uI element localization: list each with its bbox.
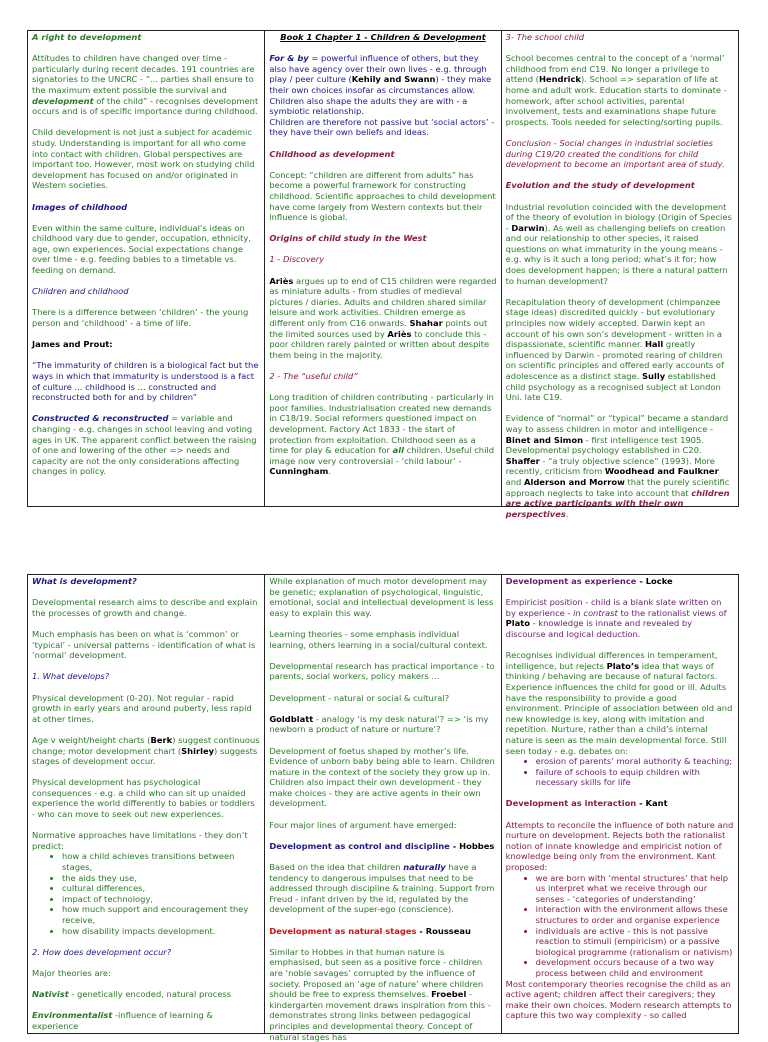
heading-evolution: Evolution and the study of development bbox=[505, 180, 695, 191]
paragraph-motor-development: While explanation of much motor development may be genetic; explanation of psychological, linguistic, emotional, social and intellectual development is less easy to explain this way. bbox=[269, 576, 494, 618]
heading-origins: Origins of child study in the West bbox=[269, 233, 427, 244]
list-item: • individuals are active - this is not passive reaction to stimuli (empiricism) or a passive biological programme (rationalism or nativism) bbox=[536, 926, 734, 958]
list-limitations bbox=[32, 851, 260, 936]
heading-children-and-childhood: Children and childhood bbox=[32, 286, 129, 297]
paragraph-images: Even within the same culture, individual’s ideas on childhood vary due to gender, occupation, ethnicity, age, own experiences. Social expectations change over time - e.g. feeding babies to a timetable vs. feeding on demand. bbox=[32, 222, 251, 276]
quote-james-prout: “The immaturity of children is a biological fact but the ways in which that immaturity is understood is a fact of culture ... childhood is ... constructed and reconstructed both for and by children” bbox=[32, 360, 259, 403]
heading-childhood-as-development: Childhood as development bbox=[269, 148, 395, 159]
paragraph-recapitulation: Recapitulation theory of development (chimpanzee stage ideas) discredited quickly - but evolutionary principles now widely accepted. Darwin kept an account of his own son’s development - written in a dispassionate, scientific manner. Hall greatly influenced by Darwin - promoted rearing of children on scientific principles and offered early accounts of adolescence as a distinct stage. Sully established child psychology as a recognised subject at London Uni. late C19. bbox=[505, 296, 724, 403]
page1-column-2 bbox=[264, 31, 500, 506]
heading-school-child: 3- The school child bbox=[505, 32, 585, 42]
paragraph-nativist: Nativist - genetically encoded, natural process bbox=[32, 989, 232, 1000]
list-item: • erosion of parents’ moral authority & teaching; bbox=[536, 756, 734, 767]
paragraph-evidence: Evidence of “normal” or “typical” became a standard way to assess children in motor and intelligence - Binet and Simon - first intelligence test 1905. Developmental psychology established in C20. Shaffer - “a truly objective science” (1993). More recently, criticism from Woodhead and Faulkner and Alderson and Morrow that the purely scientific approach neglects to take into account that children are active participants with their own perspectives. bbox=[505, 413, 730, 519]
paragraph-aries: Ariès argues up to end of C15 children were regarded as miniature adults - from studies of medieval pictures / diaries. Adults and children shared similar leisure and work activities. Children emerge as different only from C16 onwards. Shahar points out the limited sources used by Ariès to conclude this - poor children rarely painted or written about despite them being in the majority. bbox=[269, 275, 497, 360]
paragraph-constructed: Constructed & reconstructed = variable and changing - e.g. changes in school leaving and voting ages in UK. The apparent conflict between the raising of one and lowering of the other => needs and capacity are not the only considerations affecting changes in policy. bbox=[32, 413, 257, 477]
paragraph-goldblatt: Goldblatt - analogy ‘is my desk natural’? => ‘is my newborn a product of nature or nurture’? bbox=[269, 713, 489, 735]
list-item: • how a child achieves transitions between stages, bbox=[62, 851, 260, 872]
heading-experience: Development as experience - Locke bbox=[505, 576, 673, 586]
paragraph-hobbes: Based on the idea that children naturally have a tendency to dangerous impulses that need to be addressed through discipline & training. Support from Freud - infant driven by the id, regulated by the development of the super-ego (conscience). bbox=[269, 862, 495, 915]
notes-page-1 bbox=[27, 30, 739, 519]
heading-interaction: Development as interaction - Kant bbox=[505, 798, 668, 809]
page2-column-2 bbox=[264, 575, 500, 1042]
paragraph-for-and-by: For & by = powerful influence of others, but they also have agency over their own lives - e.g. through play / peer culture (Kehily and Swann) - they make their own choices insofar as circumstances allow. Children also shape the adults they are with - a symbiotic relationship. Children are therefore not passive but ‘social actors’ - they have their own beliefs and ideas. bbox=[269, 53, 495, 138]
list-item: • impact of technology, bbox=[62, 894, 260, 905]
paragraph-individual-differences: Recognises individual differences in temperament, intelligence, but rejects Plato’s idea that ways of thinking / behaving are because of natural factors. Experience influences the child for good or ill. Adults have the responsibility to provide a good environment. Principle of association between old and new knowledge is key, along with imitation and repetition. Nurture, rather than a child’s internal nature is seen as the main developmental force. Still seen today - e.g. debates on: bbox=[505, 650, 733, 756]
paragraph-academic-study: Child development is not just a subject for academic study. Understanding is important for all who come into contact with children. Global perspectives are important too. However, most work on studying child development has focused on and/or originated in Western societies. bbox=[32, 127, 255, 191]
list-item: • cultural differences, bbox=[62, 883, 260, 894]
paragraph-four-lines: Four major lines of argument have emerged: bbox=[269, 819, 457, 830]
list-item: • interaction with the environment allows these structures to order and organise experience bbox=[536, 904, 734, 925]
list-item: • how disability impacts development. bbox=[62, 926, 260, 937]
paragraph-research-aims: Developmental research aims to describe and explain the processes of growth and change. bbox=[32, 597, 258, 618]
paragraph-physical: Physical development (0-20). Not regular - rapid growth in early years and around puberty, less rapid at other times. bbox=[32, 692, 252, 724]
paragraph-natural-or-social: Development - natural or social & cultural? bbox=[269, 692, 450, 703]
page2-column-1 bbox=[28, 575, 264, 1033]
paragraph-conclusion: Conclusion - Social changes in industrial societies during C19/20 created the conditions for child development to become an important area of study. bbox=[505, 137, 725, 170]
paragraph-major-theories: Major theories are: bbox=[32, 967, 111, 978]
heading-discovery: 1 - Discovery bbox=[269, 254, 325, 265]
heading-control-discipline: Development as control and discipline - Hobbes bbox=[269, 840, 495, 851]
heading-images-of-childhood: Images of childhood bbox=[32, 201, 128, 212]
list-item: • development occurs because of a two way process between child and environment bbox=[536, 957, 734, 978]
list-debates bbox=[506, 756, 734, 788]
paragraph-rousseau: Similar to Hobbes in that human nature is emphasised, but seen as a positive force - children are ‘noble savages’ corrupted by the influence of society. Proposed an ‘age of nature’ where children should be free to express themselves. Froebel - kindergarten movement draws inspiration from this - demonstrates strong links between pedagogical principles and developmental theory. Concept of natural stages has bbox=[269, 946, 491, 1042]
heading-right-to-development: A right to development bbox=[32, 32, 142, 42]
list-item: • how much support and encouragement they receive, bbox=[62, 904, 260, 925]
paragraph-contemporary: Most contemporary theories recognise the child as an active agent; children affect their caregivers; they make their own choices. Modern research attempts to capture this two way complexity - so called bbox=[505, 978, 732, 1021]
heading-how-does-development-occur: 2. How does development occur? bbox=[32, 946, 172, 957]
paragraph-emphasis: Much emphasis has been on what is ‘common’ or ‘typical’ - universal patterns - identification of what is ‘normal’ development. bbox=[32, 628, 256, 661]
paragraph-useful-child: Long tradition of children contributing - particularly in poor families. Industrialisation created new demands in C18/19. Social reformers questioned impact on development. Factory Act 1833 - the start of protection from exploitation. Childhood seen as a time for play & education for all children. Useful child image now very controversial - ‘child labour’ - Cunningham. bbox=[269, 392, 495, 477]
page1-column-3 bbox=[501, 31, 738, 519]
paragraph-attitudes: Attitudes to children have changed over time - particularly during recent decades. 191 countries are signatories to the UNCRC - “... parties shall ensure to the maximum extent possible the survival and development of the child” - recognises development occurs and is of specific importance during childhood. bbox=[32, 53, 259, 117]
list-item: • we are born with ‘mental structures’ that help us interpret what we receive through our senses - ‘categories of understanding’ bbox=[536, 873, 734, 905]
list-kant bbox=[506, 873, 734, 979]
paragraph-empiricist: Empiricist position - child is a blank slate written on by experience - in contrast to the rationalist views of Plato - knowledge is innate and revealed by discourse and logical deduction. bbox=[505, 597, 727, 639]
paragraph-kant: Attempts to reconcile the influence of both nature and nurture on development. Rejects both the rationalist notion of innate knowledge and empiricist notion of knowledge being only from the environment. Kant proposed: bbox=[505, 819, 734, 873]
page1-column-1 bbox=[28, 31, 264, 506]
paragraph-foetus: Development of foetus shaped by mother’s life. Evidence of unborn baby being able to learn. Children mature in the context of the society they grow up in. Children also impact their own development - they make choices - they are active agents in their own development. bbox=[269, 745, 495, 809]
list-item: • failure of schools to equip children with necessary skills for life bbox=[536, 767, 734, 788]
label-james-and-prout: James and Prout: bbox=[32, 339, 113, 350]
paragraph-learning-theories: Learning theories - some emphasis individual learning, others learning in a social/cultural context. bbox=[269, 628, 488, 650]
paragraph-school: School becomes central to the concept of a ‘normal’ childhood from end C19. No longer a privilege to attend (Hendrick). School => separation of life at home and adult work. Education starts to dominate - homework, after school activities, parental involvement, tests and examinations shape future prospects. Tools needed for selecting/sorting pupils. bbox=[505, 53, 727, 127]
heading-natural-stages: Development as natural stages - Rousseau bbox=[269, 925, 472, 936]
notes-page-2 bbox=[27, 574, 739, 1042]
page-title: Book 1 Chapter 1 - Children & Development bbox=[280, 32, 486, 42]
paragraph-environmentalist: Environmentalist -influence of learning & experience bbox=[32, 1010, 213, 1031]
heading-what-is-development: What is development? bbox=[32, 576, 137, 586]
list-item: • the aids they use, bbox=[62, 873, 260, 884]
paragraph-evolution: Industrial revolution coincided with the development of the theory of evolution in biology (Origin of Species - Darwin). As well as challenging beliefs on creation and our relationship to other species, it raised questions on what immaturity in the young means - e.g. why is it such a long period; what’s it for; how does development happen; is there a natural pattern to human development? bbox=[505, 201, 732, 286]
page2-column-3 bbox=[501, 575, 738, 1033]
paragraph-psych-consequences: Physical development has psychological consequences - e.g. a child who can sit up unaided experience the world differently to babies or toddlers - who can move to seek out new experiences. bbox=[32, 777, 255, 820]
heading-what-develops: 1. What develops? bbox=[32, 671, 110, 682]
heading-useful-child: 2 - The “useful child” bbox=[269, 371, 358, 381]
paragraph-children-childhood: There is a difference between ‘children’ - the young person and ‘childhood’ - a time of life. bbox=[32, 307, 249, 329]
paragraph-practical-importance: Developmental research has practical importance - to parents, social workers, policy makers ... bbox=[269, 660, 495, 682]
paragraph-normative: Normative approaches have limitations - they don’t predict: bbox=[32, 830, 248, 851]
paragraph-charts: Age v weight/height charts (Berk) suggest continuous change; motor development chart (Shirley) suggests stages of development occur. bbox=[32, 734, 260, 767]
paragraph-concept: Concept: “children are different from adults” has become a powerful framework for constructing childhood. Scientific approaches to child development have come largely from Western contexts but their influence is global. bbox=[269, 169, 496, 223]
